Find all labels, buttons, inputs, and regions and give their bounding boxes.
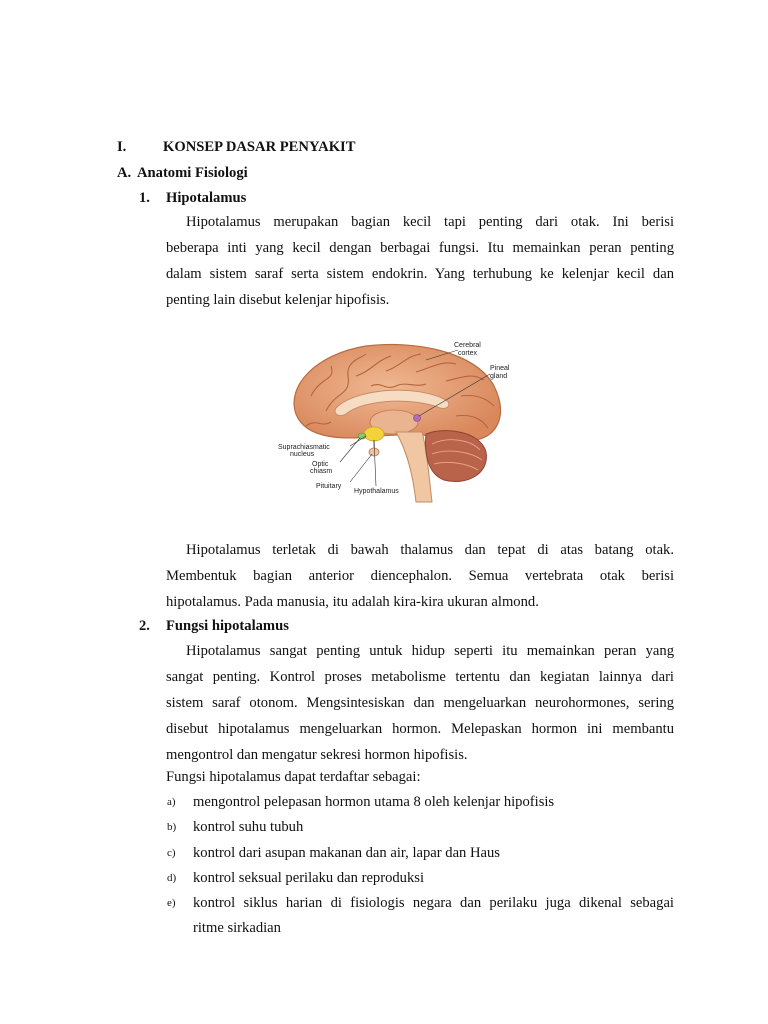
section2-paragraph1 [166,642,674,772]
list-item: mengontrol pelepasan hormon utama 8 oleh kelenjar hipofisis [193,794,555,810]
section1-paragraph1 [166,213,674,317]
section2-title: Fungsi hipotalamus [166,618,289,634]
optic-chiasm-shape [358,433,366,439]
heading1-number: I. [117,139,127,155]
paragraph-line: dalam sistem saraf serta sistem endokrin. Yang terhubung ke kelenjar kecil dan [166,266,674,282]
list-marker: d) [167,872,177,884]
label-suprachiasmatic: Suprachiasmatic [278,444,330,451]
section2-number: 2. [139,618,150,634]
heading1-title: KONSEP DASAR PENYAKIT [163,139,356,155]
list-marker: c) [167,847,176,859]
brain-anatomy-figure [276,336,512,504]
label-gland: gland [490,373,508,380]
label-pituitary: Pituitary [316,483,342,490]
label-optic: Optic [312,461,329,468]
paragraph-line: beberapa inti yang kecil dengan berbagai fungsi. Itu memainkan peran penting [166,240,674,256]
list-item: kontrol seksual perilaku dan reproduksi [193,870,425,886]
paragraph-line: sistem saraf otonom. Mengsintesiskan dan mengeluarkan neurohormones, sering [166,695,674,711]
paragraph-line: hipotalamus. Pada manusia, itu adalah kira-kira ukuran almond. [166,594,539,610]
paragraph-line: Hipotalamus sangat penting untuk hidup seperti itu memainkan peran yang [186,643,674,659]
label-chiasm: chiasm [310,468,333,475]
label-hypothalamus: Hypothalamus [354,488,399,495]
list-marker: a) [167,796,176,808]
paragraph-line: penting lain disebut kelenjar hipofisis. [166,292,390,308]
list-item-line: ritme sirkadian [193,920,281,936]
heading2-title: Anatomi Fisiologi [137,165,248,181]
label-pineal: Pineal [490,365,510,372]
list-marker: b) [167,821,177,833]
paragraph-line: Hipotalamus terletak di bawah thalamus dan tepat di atas batang otak. [186,542,674,558]
hypothalamus-shape [364,427,384,441]
list-marker: e) [167,897,176,909]
label-cerebral: Cerebral [454,342,481,349]
paragraph-line: Hipotalamus merupakan bagian kecil tapi penting dari otak. Ini berisi [186,214,674,230]
section1-paragraph2 [166,541,674,619]
heading2-number: A. [117,165,132,181]
pituitary-shape [369,448,379,456]
list-item-line: kontrol siklus harian di fisiologis negara dan perilaku juga dikenal sebagai [193,895,674,911]
paragraph-line: mengontrol dan mengatur sekresi hormon hipofisis. [166,747,468,763]
label-cortex: cortex [458,350,478,357]
list-item: kontrol dari asupan makanan dan air, lapar dan Haus [193,845,500,861]
section1-title: Hipotalamus [166,190,247,206]
list-item [193,894,674,937]
paragraph-line: sangat penting. Kontrol proses metabolisme tertentu dan kegiatan lainnya dari [166,669,674,685]
label-nucleus: nucleus [290,451,315,458]
section1-number: 1. [139,190,150,206]
list-intro: Fungsi hipotalamus dapat terdaftar sebagai: [166,769,421,785]
paragraph-line: disebut hipotalamus mengeluarkan hormon. Melepaskan hormon ini membantu [166,721,674,737]
paragraph-line: Membentuk bagian anterior diencephalon. Semua vertebrata otak berisi [166,568,674,584]
list-item: kontrol suhu tubuh [193,819,304,835]
